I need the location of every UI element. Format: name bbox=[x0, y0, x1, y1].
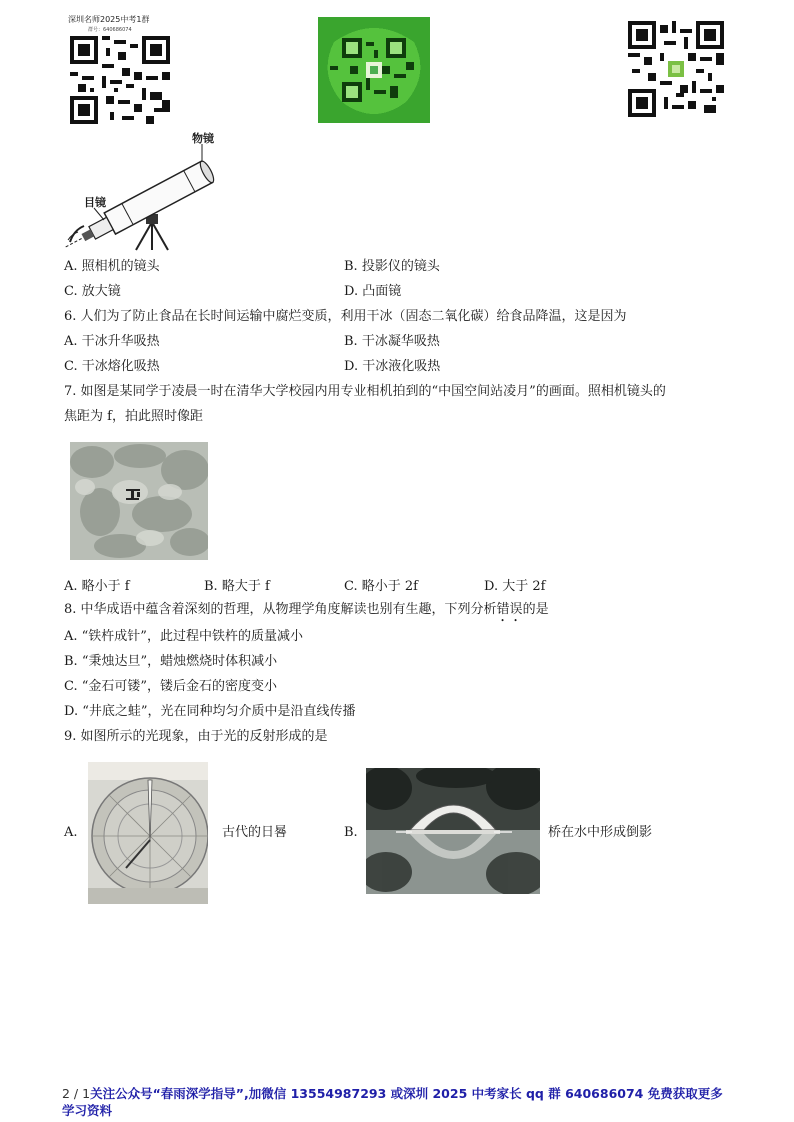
q9-bridge-reflection-photo bbox=[366, 768, 540, 894]
q7-option-c: C. 略小于 2f bbox=[344, 579, 418, 594]
footer-line2: 学习资料 bbox=[62, 1103, 113, 1118]
q8-stem-pre: 8. 中华成语中蕴含着深刻的哲理，从物理学角度解读也别有生趣，下列分析 bbox=[64, 602, 497, 617]
telescope-figure bbox=[64, 130, 244, 252]
q8-stem bbox=[64, 601, 549, 625]
q7-option-d: D. 大于 2f bbox=[484, 579, 546, 594]
q9-stem: 9. 如图所示的光现象，由于光的反射形成的是 bbox=[64, 729, 328, 744]
footer-line1 bbox=[62, 1085, 742, 1102]
q8-stem-post: 的是 bbox=[522, 602, 549, 617]
q7-option-b: B. 略大于 f bbox=[204, 579, 270, 594]
qr-code-left bbox=[70, 36, 170, 124]
q8-option-c: C. “金石可镂”，镂后金石的密度变小 bbox=[64, 679, 278, 694]
q8-option-a: A. “铁杵成针”，此过程中铁杵的质量减小 bbox=[64, 629, 303, 644]
q7-moon-photo bbox=[70, 442, 208, 560]
q5-option-d: D. 凸面镜 bbox=[344, 284, 402, 299]
q6-option-c: C. 干冰熔化吸热 bbox=[64, 359, 160, 374]
page-number: 2 / 1 bbox=[62, 1086, 91, 1101]
q9-option-a-label: A. bbox=[64, 825, 78, 840]
label-eyepiece: 目镜 bbox=[84, 196, 106, 209]
q5-option-a: A. 照相机的镜头 bbox=[64, 259, 160, 274]
q6-option-d: D. 干冰液化吸热 bbox=[344, 359, 441, 374]
q6-option-b: B. 干冰凝华吸热 bbox=[344, 334, 440, 349]
q7-option-a: A. 略小于 f bbox=[64, 579, 130, 594]
q5-option-c: C. 放大镜 bbox=[64, 284, 121, 299]
q9-option-b-label: B. bbox=[344, 825, 358, 840]
q8-option-d: D. “井底之蛙”，光在同种均匀介质中是沿直线传播 bbox=[64, 704, 356, 719]
label-objective: 物镜 bbox=[192, 132, 214, 145]
q9-option-b-caption: 桥在水中形成倒影 bbox=[548, 825, 653, 840]
qr-code-center bbox=[318, 17, 430, 123]
qr-left-caption: 深圳名师2025中考1群 bbox=[68, 15, 150, 24]
footer-promo: 关注公众号“春雨深学指导”,加微信 13554987293 或深圳 2025 中考家长 qq 群 640686074 免费获取更多 bbox=[90, 1086, 723, 1101]
q9-sundial-photo bbox=[88, 762, 208, 904]
q9-option-a-caption: 古代的日晷 bbox=[222, 825, 288, 840]
q7-stem-line1: 7. 如图是某同学于凌晨一时在清华大学校园内用专业相机拍到的“中国空间站凌月”的画面。照相机镜头的 bbox=[64, 384, 666, 399]
q5-option-b: B. 投影仪的镜头 bbox=[344, 259, 440, 274]
qr-code-right bbox=[628, 20, 724, 118]
qr-left-subcaption: 群号：640686074 bbox=[88, 27, 132, 33]
q7-stem-line2: 焦距为 f，拍此照时像距 bbox=[64, 409, 203, 424]
q8-option-b: B. “秉烛达旦”，蜡烛燃烧时体积减小 bbox=[64, 654, 278, 669]
footer bbox=[62, 1085, 742, 1119]
q6-option-a: A. 干冰升华吸热 bbox=[64, 334, 160, 349]
q8-stem-emphasis: 错误 bbox=[496, 602, 523, 617]
q6-stem: 6. 人们为了防止食品在长时间运输中腐烂变质，利用干冰（固态二氧化碳）给食品降温，这是因为 bbox=[64, 309, 627, 324]
